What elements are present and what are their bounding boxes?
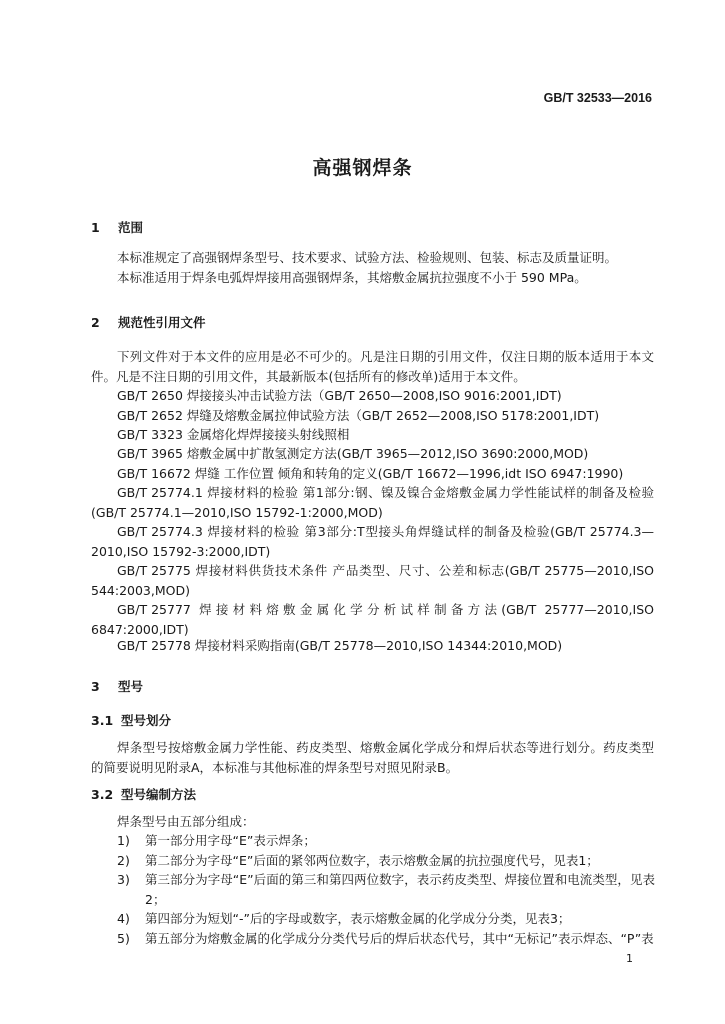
- list-item: [117, 831, 655, 851]
- paragraph: 本标准规定了高强钢焊条型号、技术要求、试验方法、检验规则、包装、标志及质量证明。: [117, 250, 618, 265]
- reference-code: GB/T 25774.3: [117, 524, 203, 539]
- paragraph: 本标准适用于焊条电弧焊焊接用高强钢焊条，其熔敷金属抗拉强度不小于 590 MPa。: [117, 270, 587, 285]
- list-item: [117, 870, 655, 909]
- reference-text: 焊接接头冲击试验方法（GB/T 2650—2008,ISO 9016:2001,IDT): [186, 388, 562, 403]
- section-number: 3: [91, 679, 100, 694]
- reference-item: [91, 561, 654, 600]
- reference-item: [91, 406, 654, 426]
- reference-code: GB/T 3965: [117, 446, 183, 461]
- reference-item: [91, 600, 654, 639]
- section-title: 型号: [118, 679, 144, 694]
- reference-item: [91, 483, 654, 522]
- reference-item: [91, 386, 654, 406]
- reference-text: 焊缝及熔敷金属拉伸试验方法（GB/T 2652—2008,ISO 5178:2001,IDT): [186, 408, 600, 423]
- references-intro: 下列文件对于本文件的应用是必不可少的。凡是注日期的引用文件，仅注日期的版本适用于本文件。凡是不注日期的引用文件，其最新版本(包括所有的修改单)适用于本文件。: [91, 349, 654, 384]
- section-3-2-heading: [91, 785, 196, 803]
- reference-text: 焊缝 工作位置 倾角和转角的定义(GB/T 16672—1996,idt ISO 6947:1990): [194, 466, 624, 481]
- reference-item: [91, 522, 654, 561]
- reference-text: 焊接材料供货技术条件 产品类型、尺寸、公差和标志(GB/T 25775—2010,ISO 544:2003,MOD): [91, 563, 654, 598]
- section-title: 型号划分: [121, 713, 172, 728]
- document-title: 高强钢焊条: [312, 157, 413, 179]
- reference-text: 焊接材料熔敷金属化学分析试样制备方法(GB/T 25777—2010,ISO 6847:2000,IDT): [91, 602, 654, 637]
- section-number: 3.1: [91, 713, 114, 728]
- reference-code: GB/T 3323: [117, 427, 183, 442]
- section-2-heading: [91, 313, 206, 331]
- reference-code: GB/T 2650: [117, 388, 183, 403]
- list-item-label: 2): [117, 853, 130, 868]
- reference-code: GB/T 25775: [117, 563, 191, 578]
- reference-text: 金属熔化焊焊接接头射线照相: [186, 427, 350, 442]
- list-intro: 焊条型号由五部分组成：: [117, 814, 255, 829]
- section-3-1-heading: [91, 711, 171, 729]
- section-1-heading: [91, 218, 143, 236]
- reference-code: GB/T 25777: [117, 602, 191, 617]
- reference-code: GB/T 16672: [117, 466, 191, 481]
- list-item-text: 第五部分为熔敷金属的化学成分分类代号后的焊后状态代号，其中“无标记”表示焊态、“P”表: [145, 931, 654, 946]
- list-item: [117, 909, 655, 929]
- reference-text: 焊接材料采购指南(GB/T 25778—2010,ISO 14344:2010,MOD): [194, 638, 563, 653]
- section-3-heading: [91, 677, 143, 695]
- list-item-label: 4): [117, 911, 130, 926]
- reference-text: 熔敷金属中扩散氢测定方法(GB/T 3965—2012,ISO 3690:2000,MOD): [186, 446, 589, 461]
- section-number: 2: [91, 315, 100, 330]
- reference-code: GB/T 25774.1: [117, 485, 203, 500]
- section-number: 1: [91, 220, 100, 235]
- reference-item: [91, 425, 654, 445]
- section-title: 规范性引用文件: [118, 315, 206, 330]
- section-title: 型号编制方法: [121, 787, 197, 802]
- list-item: [117, 929, 655, 949]
- section-title: 范围: [118, 220, 144, 235]
- list-item: [117, 851, 655, 871]
- list-item-label: 1): [117, 833, 130, 848]
- standard-code: GB/T 32533—2016: [543, 91, 652, 105]
- list-item-text: 第四部分为短划“-”后的字母或数字，表示熔敷金属的化学成分分类，见表3；: [145, 911, 571, 926]
- list-item-text: 第二部分为字母“E”后面的紧邻两位数字，表示熔敷金属的抗拉强度代号，见表1；: [145, 853, 599, 868]
- reference-code: GB/T 2652: [117, 408, 183, 423]
- list-item-label: 3): [117, 872, 130, 887]
- reference-item: [91, 444, 654, 464]
- reference-item: [91, 464, 654, 484]
- list-item-text: 第三部分为字母“E”后面的第三和第四两位数字，表示药皮类型、焊接位置和电流类型，见表2；: [145, 872, 655, 907]
- list-item-text: 第一部分用字母“E”表示焊条；: [145, 833, 316, 848]
- paragraph: 焊条型号按熔敷金属力学性能、药皮类型、熔敷金属化学成分和焊后状态等进行划分。药皮类型的简要说明见附录A，本标准与其他标准的焊条型号对照见附录B。: [91, 740, 654, 775]
- list-item-label: 5): [117, 931, 130, 946]
- section-number: 3.2: [91, 787, 114, 802]
- reference-code: GB/T 25778: [117, 638, 191, 653]
- page-number: 1: [626, 952, 633, 965]
- reference-text: 焊接材料的检验 第3部分:T型接头角焊缝试样的制备及检验(GB/T 25774.3—2010,ISO 15792-3:2000,IDT): [91, 524, 654, 559]
- reference-text: 焊接材料的检验 第1部分:钢、镍及镍合金熔敷金属力学性能试样的制备及检验(GB/T 25774.1—2010,ISO 15792-1:2000,MOD): [91, 485, 654, 520]
- reference-item: [91, 636, 654, 656]
